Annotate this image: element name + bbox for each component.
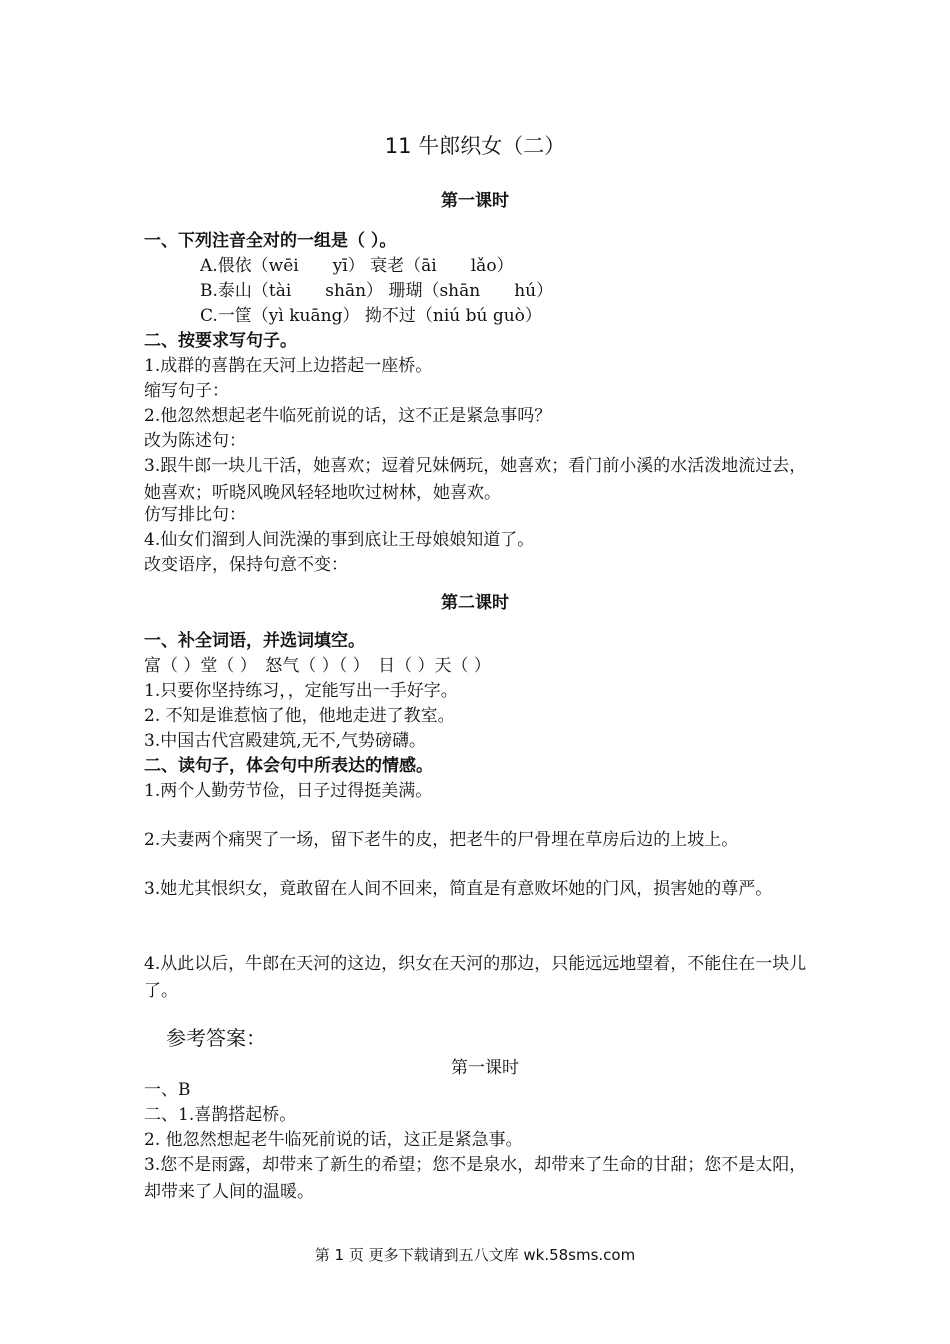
sentence-1: 1.成群的喜鹊在天河上边搭起一座桥。 bbox=[144, 356, 433, 376]
page-title: 11 牛郎织女（二） bbox=[384, 134, 566, 158]
fill-sentence-3: 3.中国古代宫殿建筑,无不,气势磅礴。 bbox=[144, 731, 427, 751]
instruction-2: 改为陈述句： bbox=[144, 431, 246, 451]
option-a: A.偎依（wēi yī） 衰老（āi lǎo） bbox=[200, 256, 514, 276]
lesson-2-heading: 第二课时 bbox=[441, 593, 509, 613]
option-c: C.一筐（yì kuāng） 拗不过（niú bú guò） bbox=[200, 306, 542, 326]
sentence-3: 3.跟牛郎一块儿干活，她喜欢；逗着兄妹俩玩，她喜欢；看门前小溪的水活泼地流过去，她喜欢；听晓风晚风轻轻地吹过树林，她喜欢。 bbox=[144, 456, 807, 503]
lesson-1-question-1: 一、下列注音全对的一组是（ ）。 bbox=[144, 231, 397, 251]
instruction-1: 缩写句子： bbox=[144, 381, 229, 401]
sentence-4: 4.仙女们溜到人间洗澡的事到底让王母娘娘知道了。 bbox=[144, 530, 535, 550]
answer-line-3: 2. 他忽然想起老牛临死前说的话，这正是紧急事。 bbox=[144, 1130, 523, 1150]
answer-line-4: 3.您不是雨露，却带来了新生的希望；您不是泉水，却带来了生命的甘甜；您不是太阳，却带来了人间的温暖。 bbox=[144, 1155, 807, 1202]
answers-lesson-heading: 第一课时 bbox=[451, 1058, 519, 1078]
reading-sentence-1: 1.两个人勤劳节俭，日子过得挺美满。 bbox=[144, 781, 433, 801]
word-blanks: 富（ ）堂（ ） 怒气（ ）（ ） 日（ ）天（ ） bbox=[144, 656, 491, 676]
lesson-2-question-1: 一、补全词语，并选词填空。 bbox=[144, 631, 365, 651]
lesson-1-heading: 第一课时 bbox=[441, 191, 509, 211]
lesson-1-question-2: 二、按要求写句子。 bbox=[144, 331, 297, 351]
option-b: B.泰山（tài shān） 珊瑚（shān hú） bbox=[200, 281, 554, 301]
reading-sentence-3: 3.她尤其恨织女，竟敢留在人间不回来，简直是有意败坏她的门风，损害她的尊严。 bbox=[144, 879, 773, 899]
answers-heading: 参考答案： bbox=[166, 1026, 266, 1050]
answer-line-2: 二、1.喜鹊搭起桥。 bbox=[144, 1105, 297, 1125]
instruction-4: 改变语序，保持句意不变： bbox=[144, 555, 348, 575]
reading-sentence-4: 4.从此以后，牛郎在天河的这边，织女在天河的那边，只能远远地望着，不能住在一块儿了。 bbox=[144, 954, 807, 1001]
sentence-2: 2.他忽然想起老牛临死前说的话，这不正是紧急事吗？ bbox=[144, 406, 552, 426]
lesson-2-question-2: 二、读句子，体会句中所表达的情感。 bbox=[144, 756, 433, 776]
fill-sentence-2: 2. 不知是谁惹恼了他，他地走进了教室。 bbox=[144, 706, 455, 726]
answer-line-1: 一、B bbox=[144, 1080, 191, 1100]
reading-sentence-2: 2.夫妻两个痛哭了一场，留下老牛的皮，把老牛的尸骨埋在草房后边的上坡上。 bbox=[144, 830, 739, 850]
fill-sentence-1: 1.只要你坚持练习，，定能写出一手好字。 bbox=[144, 681, 458, 701]
page-footer: 第 1 页 更多下载请到五八文库 wk.58sms.com bbox=[314, 1246, 636, 1264]
instruction-3: 仿写排比句： bbox=[144, 505, 246, 525]
